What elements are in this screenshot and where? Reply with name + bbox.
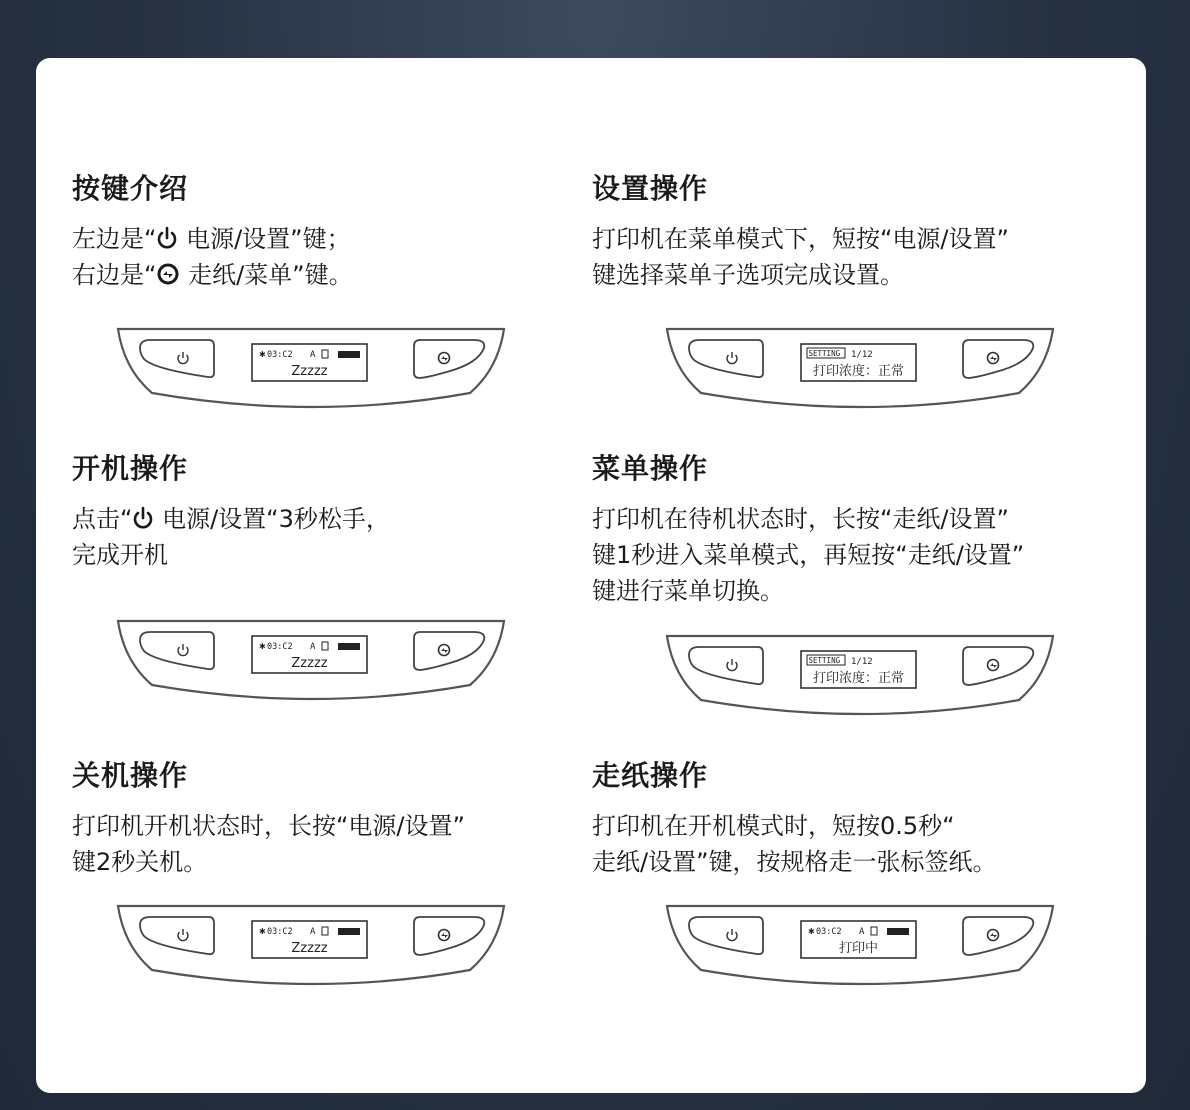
section-settings bbox=[592, 171, 1092, 293]
desc-text: 右边是“ bbox=[72, 261, 157, 289]
control-panel bbox=[663, 630, 1057, 722]
control-panel bbox=[663, 323, 1057, 415]
lcd-page-text: 1/12 bbox=[851, 657, 873, 667]
battery-icon bbox=[338, 928, 360, 935]
section-title: 开机操作 bbox=[72, 452, 189, 485]
desc-line: 打印机在开机模式时，短按0.5秒“ bbox=[592, 812, 955, 840]
lcd-main-text: Zzzzz bbox=[291, 656, 328, 671]
lcd-screen bbox=[252, 344, 367, 381]
section-title: 设置操作 bbox=[592, 172, 709, 205]
desc-line: 完成开机 bbox=[72, 541, 168, 569]
section-title: 按键介绍 bbox=[72, 172, 189, 205]
lcd-screen bbox=[801, 921, 916, 958]
desc-text: 左边是“ bbox=[72, 225, 157, 253]
printer-panel-svg bbox=[663, 900, 1057, 992]
desc-text: 走纸/菜单”键。 bbox=[180, 261, 353, 289]
desc-line: 打印机在待机状态时，长按“走纸/设置” bbox=[592, 505, 1009, 533]
desc-line: 键选择菜单子选项完成设置。 bbox=[592, 261, 904, 289]
desc-text: 电源/设置“3秒松手， bbox=[154, 505, 390, 533]
section-power-off bbox=[72, 758, 572, 880]
desc-line: 走纸/设置”键，按规格走一张标签纸。 bbox=[592, 848, 997, 876]
lcd-mode-text: A bbox=[310, 350, 316, 360]
lcd-screen bbox=[252, 636, 367, 673]
control-panel bbox=[663, 900, 1057, 992]
desc-line: 键1秒进入菜单模式，再短按“走纸/设置” bbox=[592, 541, 1025, 569]
section-description bbox=[72, 501, 572, 573]
printer-panel-svg bbox=[114, 323, 508, 415]
section-power-on bbox=[72, 451, 572, 573]
control-panel bbox=[114, 615, 508, 707]
section-description bbox=[592, 501, 1092, 609]
bluetooth-icon: ✱ bbox=[259, 927, 266, 936]
lcd-page-text: 1/12 bbox=[851, 350, 873, 360]
section-feed bbox=[592, 758, 1092, 880]
instruction-card bbox=[36, 58, 1146, 1093]
battery-icon bbox=[338, 351, 360, 358]
section-description bbox=[72, 808, 572, 880]
control-panel bbox=[114, 323, 508, 415]
lcd-status-text: 03:C2 bbox=[267, 350, 293, 360]
lcd-mode-text: A bbox=[310, 642, 316, 652]
control-panel bbox=[114, 900, 508, 992]
bluetooth-icon: ✱ bbox=[259, 350, 266, 359]
desc-line bbox=[72, 501, 572, 537]
section-keys bbox=[72, 171, 572, 293]
desc-line bbox=[72, 257, 572, 293]
lcd-setting-tag: SETTING bbox=[808, 349, 841, 358]
feed-icon bbox=[156, 262, 180, 286]
desc-line: 打印机开机状态时，长按“电源/设置” bbox=[72, 812, 465, 840]
desc-line: 打印机在菜单模式下，短按“电源/设置” bbox=[592, 225, 1009, 253]
lcd-status-text: 03:C2 bbox=[267, 642, 293, 652]
lcd-setting-row bbox=[807, 655, 873, 667]
printer-panel-svg bbox=[663, 323, 1057, 415]
desc-text: 电源/设置”键； bbox=[178, 225, 351, 253]
lcd-main-text: 打印浓度：正常 bbox=[812, 671, 905, 686]
lcd-status-text: 03:C2 bbox=[267, 927, 293, 937]
battery-icon bbox=[887, 928, 909, 935]
bluetooth-icon: ✱ bbox=[259, 642, 266, 651]
lcd-main-text: 打印浓度：正常 bbox=[812, 364, 905, 379]
section-description bbox=[72, 221, 572, 293]
printer-panel-svg bbox=[114, 900, 508, 992]
bluetooth-icon: ✱ bbox=[808, 927, 815, 936]
section-title: 菜单操作 bbox=[592, 452, 709, 485]
lcd-main-text: 打印中 bbox=[838, 941, 879, 956]
lcd-mode-text: A bbox=[310, 927, 316, 937]
lcd-mode-text: A bbox=[859, 927, 865, 937]
printer-panel-svg bbox=[663, 630, 1057, 722]
section-title: 关机操作 bbox=[72, 759, 189, 792]
lcd-setting-tag: SETTING bbox=[808, 656, 841, 665]
section-menu bbox=[592, 451, 1092, 609]
section-description bbox=[592, 221, 1092, 293]
power-icon bbox=[156, 226, 178, 250]
lcd-screen bbox=[801, 344, 916, 381]
lcd-status-text: 03:C2 bbox=[816, 927, 842, 937]
lcd-main-text: Zzzzz bbox=[291, 941, 328, 956]
desc-line: 键进行菜单切换。 bbox=[592, 577, 784, 605]
lcd-setting-row bbox=[807, 348, 873, 360]
lcd-screen bbox=[252, 921, 367, 958]
lcd-screen bbox=[801, 651, 916, 688]
power-icon bbox=[132, 506, 154, 530]
desc-text: 点击“ bbox=[72, 505, 133, 533]
desc-line: 键2秒关机。 bbox=[72, 848, 208, 876]
section-title: 走纸操作 bbox=[592, 759, 709, 792]
printer-panel-svg bbox=[114, 615, 508, 707]
section-description bbox=[592, 808, 1092, 880]
lcd-main-text: Zzzzz bbox=[291, 364, 328, 379]
battery-icon bbox=[338, 643, 360, 650]
desc-line bbox=[72, 221, 572, 257]
